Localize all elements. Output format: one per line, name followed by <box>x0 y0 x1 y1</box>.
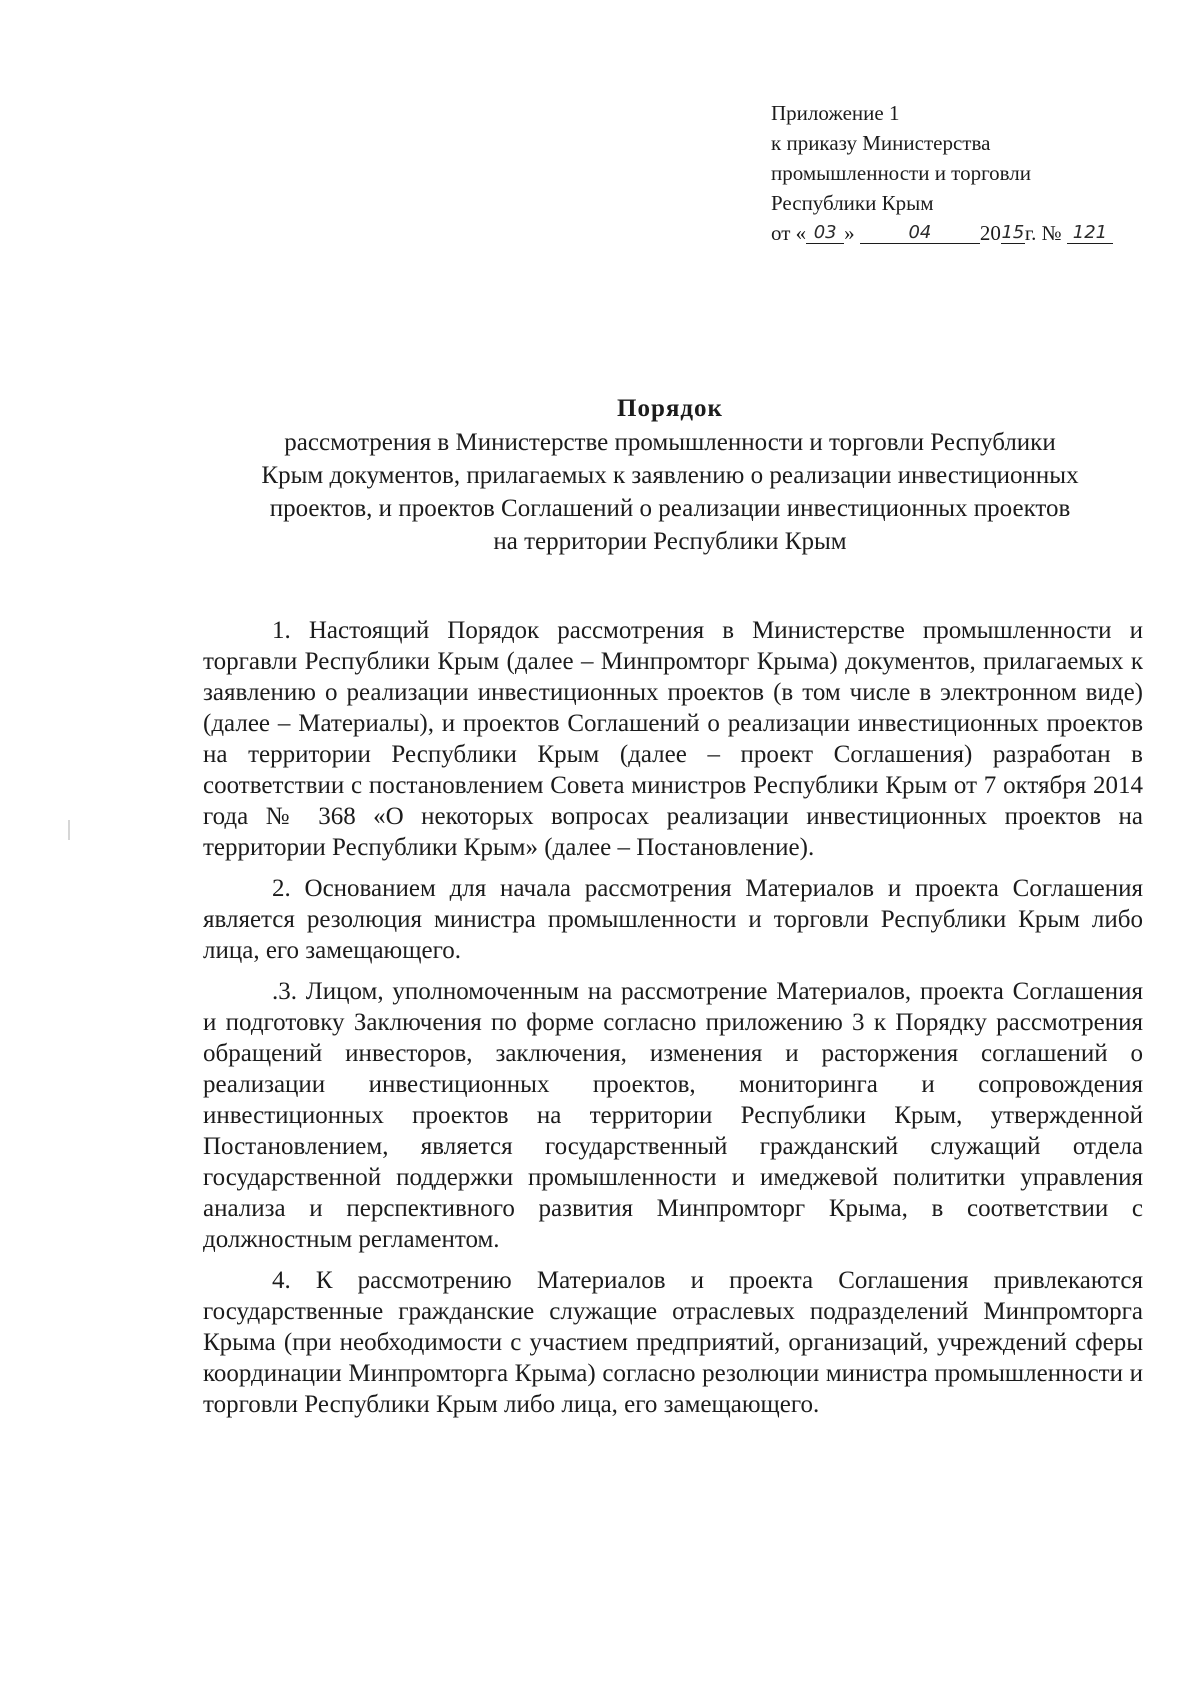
paragraph-4: 4. К рассмотрению Материалов и проекта Соглашения привлекаются государственные гражданские служащие отраслевых подразделений Минпромторга Крыма (при необходимости с участием предприятий, организаций, учреждений сферы координации Минпромторга Крыма) согласно резолюции министра промышленности и торговли Республики Крым либо лица, его замещающего. <box>203 1267 1143 1418</box>
document-body <box>203 615 1143 1430</box>
paragraph-3: .3. Лицом, уполномоченным на рассмотрение Материалов, проекта Соглашения и подготовку Заключения по форме согласно приложению 3 к Порядку рассмотрения обращений инвесторов, заключения, изменения и расторжения соглашений о реализации инвестиционных проектов, мониторинга и сопровождения инвестиционных проектов на территории Республики Крым, утвержденной Постановлением, является государственный гражданский служащий отдела государственной поддержки промышленности и имеджевой полититки управления анализа и перспективного развития Минпромторг Крыма, в соответствии с должностным регламентом. <box>203 978 1143 1253</box>
appendix-line-4: Республики Крым <box>771 191 934 215</box>
date-separator: » <box>844 221 855 245</box>
appendix-line-3: промышленности и торговли <box>771 161 1032 185</box>
order-date-number-line <box>771 218 1131 248</box>
title-main: Порядок <box>617 395 723 422</box>
number-prefix: г. № <box>1024 221 1062 245</box>
appendix-line-2: к приказу Министерства <box>771 131 991 155</box>
title-line: на территории Республики Крым <box>493 528 847 555</box>
handwritten-day: 03 <box>806 223 844 244</box>
title-line: рассмотрения в Министерстве промышленности и торговли Республики <box>284 429 1056 456</box>
year-prefix: 20 <box>979 221 1001 245</box>
handwritten-month: 04 <box>860 223 980 244</box>
appendix-line-1: Приложение 1 <box>771 101 900 125</box>
date-prefix: от « <box>771 221 807 245</box>
handwritten-order-number: 121 <box>1067 223 1113 244</box>
handwritten-year: 15 <box>1001 222 1025 243</box>
title-line: проектов, и проектов Соглашений о реализации инвестиционных проектов <box>269 495 1071 522</box>
appendix-header <box>771 98 1131 248</box>
document-title <box>200 392 1140 558</box>
paragraph-1: 1. Настоящий Порядок рассмотрения в Министерстве промышленности и торгавли Республики Крым (далее – Минпромторг Крыма) документов, прилагаемых к заявлению о реализации инвестиционных проектов (в том числе в электронном виде) (далее – Материалы), и проектов Соглашений о реализации инвестиционных проектов на территории Республики Крым (далее – проект Соглашения) разработан в соответствии с постановлением Совета министров Республики Крым от 7 октября 2014 года № 368 «О некоторых вопросах реализации инвестиционных проектов на территории Республики Крым» (далее – Постановление). <box>203 617 1143 861</box>
title-line: Крым документов, прилагаемых к заявлению о реализации инвестиционных <box>261 462 1079 489</box>
scan-artifact-mark <box>68 820 70 840</box>
paragraph-2: 2. Основанием для начала рассмотрения Материалов и проекта Соглашения является резолюция министра промышленности и торговли Республики Крым либо лица, его замещающего. <box>203 875 1143 964</box>
